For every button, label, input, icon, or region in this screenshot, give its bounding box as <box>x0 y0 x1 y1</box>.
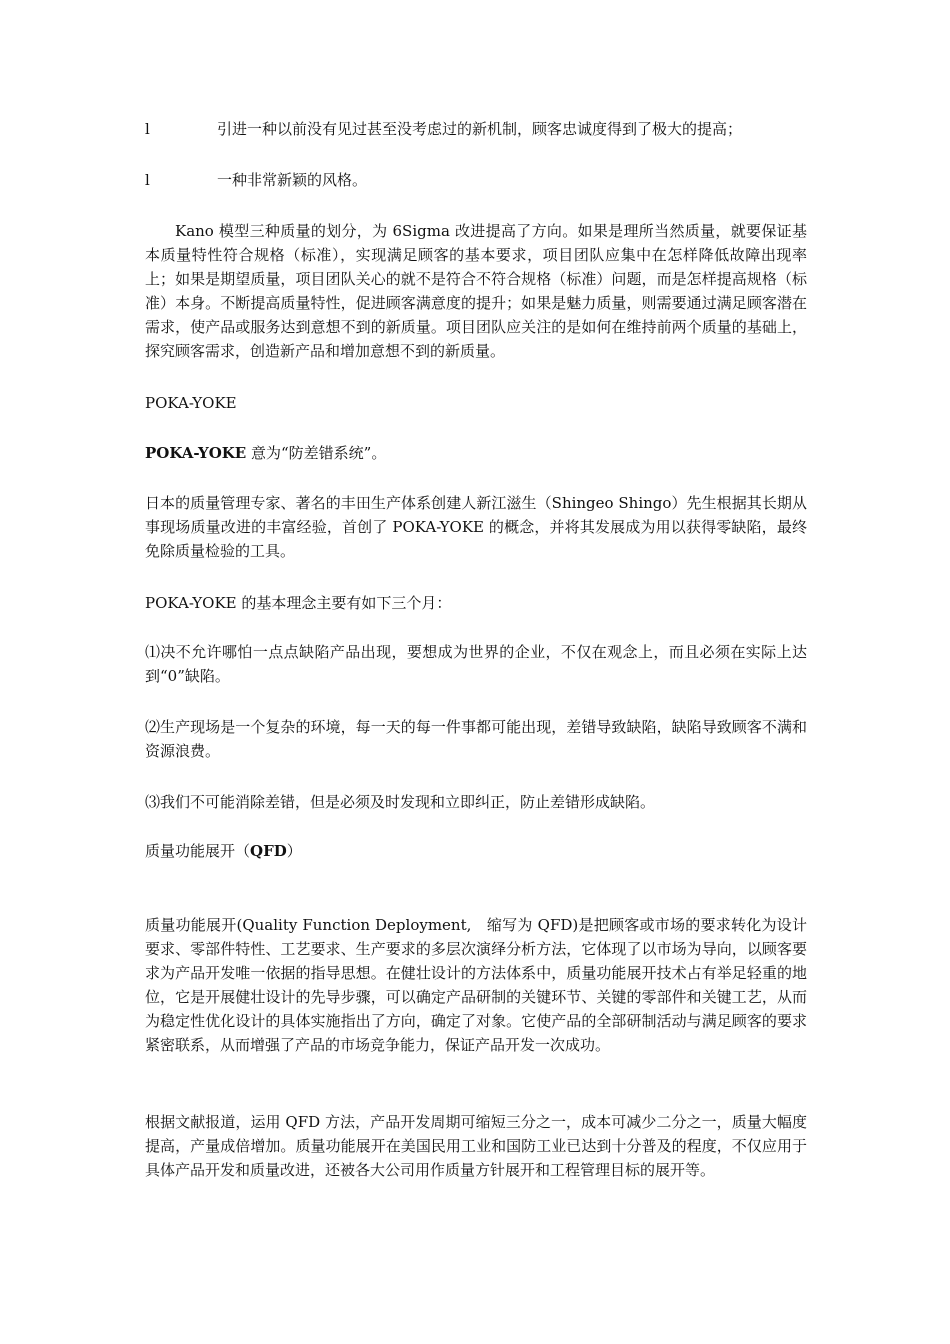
kano-paragraph: Kano 模型三种质量的划分，为 6Sigma 改进提高了方向。如果是理所当然质量，就要保证基本质量特性符合规格（标准），实现满足顾客的基本要求，项目团队应集中在怎样降低故障出现率上；如果是期望质量，项目团队关心的就不是符合不符合规格（标准）问题，而是怎样提高规格（标准）本身。不断提高质量特性，促进顾客满意度的提升；如果是魅力质量，则需要通过满足顾客潜在需求，使产品或服务达到意想不到的新质量。项目团队应关注的是如何在维持前两个质量的基础上，探究顾客需求，创造新产品和增加意想不到的新质量。 <box>145 222 807 360</box>
bullet-text: 一种非常新颖的风格。 <box>217 171 368 189</box>
bullet-mark: l <box>145 171 150 189</box>
qfd-heading-prefix: 质量功能展开（ <box>145 842 251 860</box>
bullet-text: 引进一种以前没有见过甚至没考虑过的新机制，顾客忠诚度得到了极大的提高； <box>217 120 743 138</box>
qfd-heading-suffix: ） <box>286 842 302 860</box>
qfd-paragraph-2: 根据文献报道，运用 QFD 方法，产品开发周期可缩短三分之一，成本可减少二分之一，质量大幅度提高，产量成倍增加。质量功能展开在美国民用工业和国防工业已达到十分普及的程度，不仅应用于具体产品开发和质量改进，还被各大公司用作质量方针展开和工程管理目标的展开等。 <box>145 1113 807 1179</box>
poka-yoke-concept-intro: POKA-YOKE 的基本理念主要有如下三个月： <box>145 594 452 612</box>
bullet-mark: l <box>145 120 150 138</box>
qfd-paragraph-1: 质量功能展开(Quality Function Deployment, 缩写为 QFD)是把顾客或市场的要求转化为设计要求、零部件特性、工艺要求、生产要求的多层次演绎分析方法，它体现了以市场为导向，以顾客要求为产品开发唯一依据的指导思想。在健壮设计的方法体系中，质量功能展开技术占有举足轻重的地位，它是开展健壮设计的先导步骤，可以确定产品研制的关键环节、关键的零部件和关键工艺，从而为稳定性优化设计的具体实施指出了方向，确定了对象。它使产品的全部研制活动与满足顾客的要求紧密联系，从而增强了产品的市场竞争能力，保证产品开发一次成功。 <box>145 916 807 1054</box>
poka-yoke-point-3: ⑶我们不可能消除差错，但是必须及时发现和立即纠正，防止差错形成缺陷。 <box>145 793 656 811</box>
poka-yoke-history: 日本的质量管理专家、著名的丰田生产体系创建人新江滋生（Shingeo Shingo）先生根据其长期从事现场质量改进的丰富经验，首创了 POKA-YOKE 的概念，并将其发展成为用以获得零缺陷，最终免除质量检验的工具。 <box>145 494 807 560</box>
poka-yoke-definition-text: 意为“防差错系统”。 <box>246 444 387 462</box>
poka-yoke-heading: POKA-YOKE <box>145 394 237 412</box>
poka-yoke-point-2: ⑵生产现场是一个复杂的环境，每一天的每一件事都可能出现，差错导致缺陷，缺陷导致顾客不满和资源浪费。 <box>145 718 807 760</box>
poka-yoke-term: POKA-YOKE <box>145 444 247 462</box>
poka-yoke-definition <box>145 441 807 465</box>
poka-yoke-point-1: ⑴决不允许哪怕一点点缺陷产品出现，要想成为世界的企业，不仅在观念上，而且必须在实际上达到“0”缺陷。 <box>145 643 807 685</box>
qfd-heading-term: QFD <box>250 842 287 860</box>
qfd-heading <box>145 839 807 863</box>
